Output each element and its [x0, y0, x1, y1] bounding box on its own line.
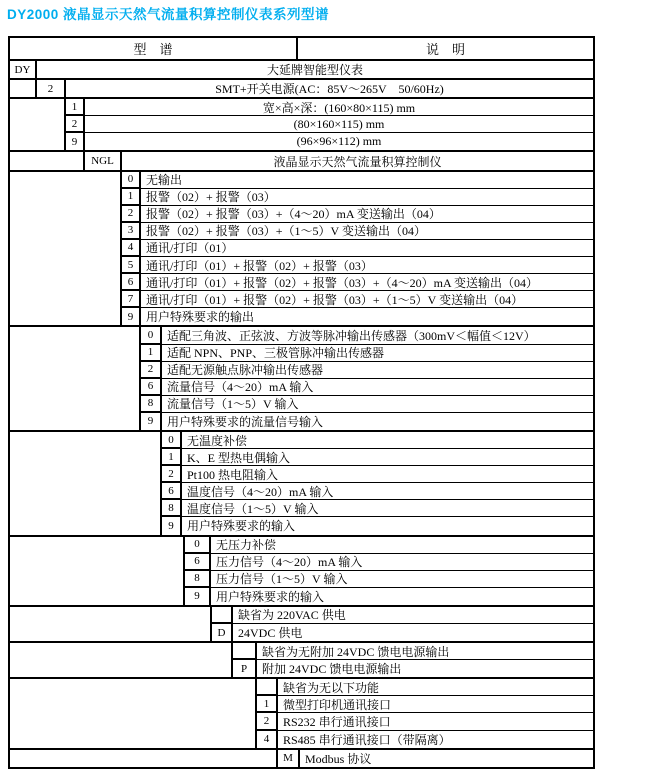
code-cell: 2: [122, 206, 141, 223]
description-cell: Modbus 协议: [305, 751, 372, 766]
table-row: [141, 345, 593, 362]
table-row: [37, 80, 593, 97]
spacer-cell: [10, 607, 212, 641]
page-title: DY2000 液晶显示天然气流量积算控制仪表系列型谱: [7, 7, 330, 22]
description-cell: 无压力补偿: [211, 537, 593, 554]
code-cell: 9: [141, 413, 162, 430]
spacer-cell: [10, 327, 141, 430]
description-cell: 缺省为无附加 24VDC 馈电电源输出: [257, 643, 593, 660]
code-cell: 0: [122, 172, 141, 189]
code-section: [10, 170, 593, 326]
description-cell: 通讯/打印（01）: [141, 240, 593, 257]
description-cell: 附加 24VDC 馈电电源输出: [262, 662, 402, 677]
spacer-cell: [10, 643, 233, 677]
model-spectrum-table: [8, 36, 595, 769]
description-cell: Pt100 热电阻输入: [182, 466, 593, 483]
description-cell: 大延牌智能型仪表: [266, 63, 363, 78]
code-cell: 4: [122, 240, 141, 257]
code-cell: 6: [141, 379, 162, 396]
table-row: [212, 624, 593, 641]
table-row: [185, 571, 593, 588]
description-cell: 宽×高×深：(160×80×115) mm: [85, 99, 593, 116]
table-row: [122, 257, 593, 274]
code-cell: 1: [141, 345, 162, 362]
description-cell: 温度信号（1～5）V 输入: [182, 500, 593, 517]
table-row: [185, 554, 593, 571]
table-row: [278, 750, 593, 767]
code-cell: 9: [66, 133, 85, 150]
description-cell: 通讯/打印（01）+ 报警（02）+ 报警（03）: [141, 257, 593, 274]
spacer-cell: [10, 537, 185, 605]
spacer-cell: [10, 80, 37, 97]
description-cell: 用户特殊要求的输入: [216, 589, 325, 604]
code-cell: 1: [257, 696, 278, 713]
code-cell: 2: [66, 116, 85, 133]
code-cell: 2: [257, 713, 278, 730]
code-cell: [212, 607, 233, 624]
code-cell: 2: [37, 80, 66, 97]
code-cell: 7: [122, 291, 141, 308]
table-row: [141, 396, 593, 413]
code-cell: 9: [162, 517, 182, 534]
description-cell: 报警（02）+ 报警（03）+（4～20）mA 变送输出（04）: [141, 206, 593, 223]
table-row: [257, 696, 593, 713]
description-cell: 通讯/打印（01）+ 报警（02）+ 报警（03）+（1～5）V 变送输出（04）: [141, 291, 593, 308]
table-row: [66, 99, 593, 116]
code-cell: 1: [66, 99, 85, 116]
code-section: [10, 535, 593, 605]
description-cell: 用户特殊要求的流量信号输入: [167, 414, 324, 429]
code-cell: 8: [185, 571, 211, 588]
code-section: [10, 325, 593, 430]
code-cell: 0: [162, 432, 182, 449]
spacer-cell: [10, 152, 85, 169]
code-section: [10, 605, 593, 641]
code-cell: 4: [257, 731, 278, 748]
code-cell: 2: [141, 362, 162, 379]
description-cell: 温度信号（4～20）mA 输入: [182, 483, 593, 500]
code-cell: 2: [162, 466, 182, 483]
header-description: 说 明: [425, 42, 465, 57]
code-cell: M: [278, 750, 300, 767]
description-cell: (96×96×112) mm: [296, 134, 382, 149]
table-row: [162, 432, 593, 449]
spacer-cell: [10, 432, 162, 535]
description-cell: 适配 NPN、PNP、三极管脉冲输出传感器: [162, 345, 593, 362]
description-cell: 液晶显示天然气流量积算控制仪: [273, 154, 442, 169]
table-row: [122, 240, 593, 257]
table-row: [122, 274, 593, 291]
description-cell: 通讯/打印（01）+ 报警（02）+ 报警（03）+（4～20）mA 变送输出（04）: [141, 274, 593, 291]
spacer-cell: [10, 750, 278, 767]
description-cell: SMT+开关电源(AC：85V～265V 50/60Hz): [215, 82, 444, 97]
description-cell: 适配无源触点脉冲输出传感器: [162, 362, 593, 379]
table-row: [141, 327, 593, 344]
spacer-cell: [10, 172, 122, 326]
description-cell: 24VDC 供电: [238, 626, 303, 641]
table-row: [122, 189, 593, 206]
table-row: [122, 172, 593, 189]
table-row: [162, 449, 593, 466]
table-row: [162, 500, 593, 517]
table-row: [162, 483, 593, 500]
table-row: [257, 713, 593, 730]
description-cell: 压力信号（1～5）V 输入: [211, 571, 593, 588]
code-cell: [233, 643, 257, 660]
code-section: [10, 78, 593, 97]
description-cell: 流量信号（4～20）mA 输入: [162, 379, 593, 396]
description-cell: 压力信号（4～20）mA 输入: [211, 554, 593, 571]
code-cell: 1: [122, 189, 141, 206]
table-body: [10, 59, 593, 767]
spacer-cell: [10, 99, 66, 150]
code-cell: DY: [10, 61, 37, 78]
code-cell: 9: [122, 308, 141, 325]
description-cell: 无温度补偿: [182, 432, 593, 449]
description-cell: 报警（02）+ 报警（03）+（1～5）V 变送输出（04）: [141, 223, 593, 240]
table-row: [122, 291, 593, 308]
code-cell: 3: [122, 223, 141, 240]
header-model-spectrum: 型 谱: [10, 38, 298, 59]
table-row: [122, 308, 593, 325]
table-row: [257, 731, 593, 748]
table-row: [10, 61, 593, 78]
table-row: [141, 379, 593, 396]
code-cell: 9: [185, 588, 211, 605]
table-row: [233, 660, 593, 677]
code-section: [10, 59, 593, 78]
code-cell: P: [233, 660, 257, 677]
code-cell: 0: [141, 327, 162, 344]
code-section: [10, 748, 593, 767]
code-cell: 0: [185, 537, 211, 554]
table-row: [185, 588, 593, 605]
code-cell: 8: [162, 500, 182, 517]
description-cell: 缺省为无以下功能: [278, 679, 593, 696]
code-cell: NGL: [85, 152, 122, 169]
table-row: [85, 152, 593, 169]
code-cell: 1: [162, 449, 182, 466]
code-section: [10, 677, 593, 747]
table-row: [122, 206, 593, 223]
description-cell: 用户特殊要求的输出: [146, 310, 255, 325]
table-row: [162, 466, 593, 483]
description-cell: K、E 型热电偶输入: [182, 449, 593, 466]
code-cell: [257, 679, 278, 696]
code-cell: 6: [162, 483, 182, 500]
code-section: [10, 97, 593, 150]
code-cell: 5: [122, 257, 141, 274]
table-row: [141, 362, 593, 379]
table-row: [257, 679, 593, 696]
table-header-row: [10, 38, 593, 59]
table-row: [212, 607, 593, 624]
description-cell: RS485 串行通讯接口（带隔离）: [283, 732, 451, 747]
code-section: [10, 150, 593, 169]
table-row: [233, 643, 593, 660]
spacer-cell: [10, 679, 257, 747]
table-row: [141, 413, 593, 430]
table-row: [185, 537, 593, 554]
description-cell: 无输出: [141, 172, 593, 189]
description-cell: RS232 串行通讯接口: [278, 713, 593, 730]
description-cell: (80×160×115) mm: [85, 116, 593, 133]
code-cell: 8: [141, 396, 162, 413]
table-row: [66, 133, 593, 150]
description-cell: 微型打印机通讯接口: [278, 696, 593, 713]
code-section: [10, 430, 593, 535]
code-cell: 6: [185, 554, 211, 571]
description-cell: 缺省为 220VAC 供电: [233, 607, 593, 624]
table-row: [162, 517, 593, 534]
code-cell: D: [212, 624, 233, 641]
description-cell: 用户特殊要求的输入: [187, 519, 296, 534]
table-row: [122, 223, 593, 240]
code-cell: 6: [122, 274, 141, 291]
description-cell: 报警（02）+ 报警（03）: [141, 189, 593, 206]
table-row: [66, 116, 593, 133]
description-cell: 流量信号（1～5）V 输入: [162, 396, 593, 413]
code-section: [10, 641, 593, 677]
description-cell: 适配三角波、正弦波、方波等脉冲输出传感器（300mV＜幅值＜12V）: [162, 327, 593, 344]
